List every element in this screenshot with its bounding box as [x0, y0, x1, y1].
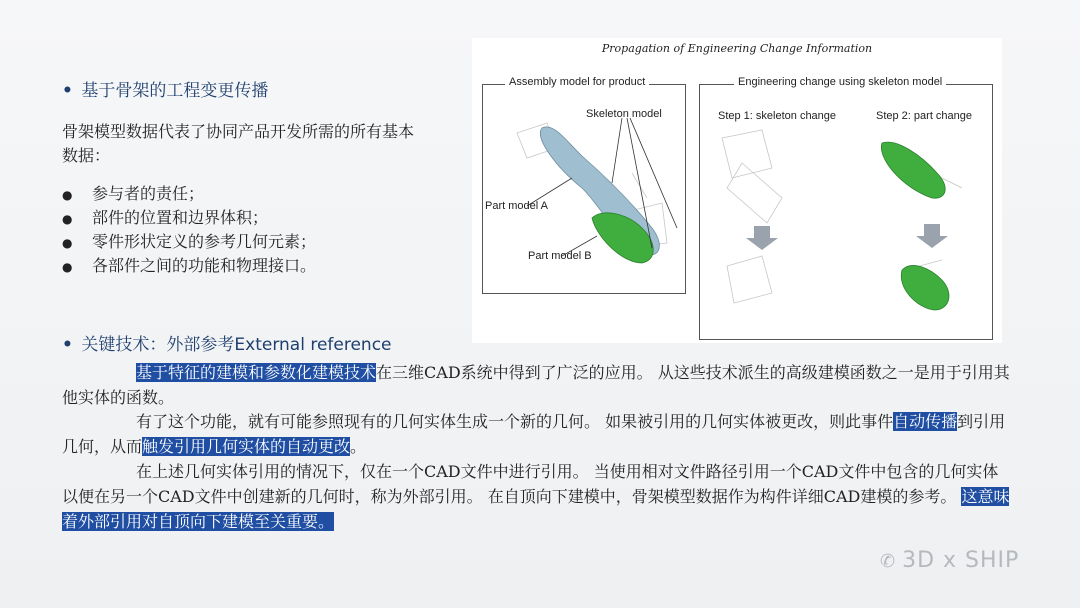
watermark — [880, 548, 1019, 573]
down-arrow-icon — [916, 224, 948, 248]
bullet-dot-icon: ● — [62, 260, 73, 274]
section-heading-skeleton — [62, 76, 268, 101]
step1-label: Step 1: skeleton change — [718, 110, 837, 122]
section-heading-text: 基于骨架的工程变更传播 — [81, 81, 269, 101]
list-item: ● 部件的位置和边界体积； — [62, 206, 316, 230]
list-item: ● 参与者的责任； — [62, 182, 316, 206]
list-item: ● 各部件之间的功能和物理接口。 — [62, 254, 316, 278]
step2-part-shape — [881, 142, 945, 198]
bullet-icon: • — [62, 335, 73, 355]
highlight-text: 这意味着外部引用对自顶向下建模至关重要。 — [62, 487, 1010, 531]
highlight-text: 触发引用几何实体的自动更改 — [142, 437, 351, 456]
bullet-dot-icon: ● — [62, 188, 73, 202]
figure-illustration — [472, 38, 1002, 343]
wechat-icon: ✆ — [880, 551, 897, 572]
engineering-change-figure — [472, 38, 1002, 343]
section-heading-external-ref — [62, 330, 392, 355]
part-model-a-label: Part model A — [485, 200, 548, 212]
assembly-panel-title: Assembly model for product — [505, 76, 649, 88]
skeleton-model-label: Skeleton model — [586, 108, 662, 120]
bullet-dot-icon: ● — [62, 212, 73, 226]
bullet-dot-icon: ● — [62, 236, 73, 250]
list-item: ● 零件形状定义的参考几何元素； — [62, 230, 316, 254]
skeleton-data-list — [62, 182, 316, 278]
paragraph-3: 在上述几何实体引用的情况下，仅在一个CAD文件中进行引用。 当使用相对文件路径引用一个CAD文件中包含的几何实体以便在另一个CAD文件中创建新的几何时，称为外部引用。 在自顶向下建模中，骨架模型数据作为构件详细CAD建模的参考。 这意味着外部引用对自顶向下建模至关重要。 — [62, 462, 1010, 531]
engineering-change-panel-title: Engineering change using skeleton model — [734, 76, 946, 88]
step2-label: Step 2: part change — [876, 110, 973, 122]
paragraph-1: 基于特征的建模和参数化建模技术在三维CAD系统中得到了广泛的应用。 从这些技术派生的高级建模函数之一是用于引用其他实体的函数。 — [62, 363, 1010, 407]
down-arrow-icon — [746, 226, 778, 250]
bullet-icon: • — [62, 81, 73, 101]
part-model-b-label: Part model B — [528, 250, 592, 262]
skeleton-description: 骨架模型数据代表了协同产品开发所需的所有基本数据： — [62, 122, 415, 165]
watermark-text: 3D x SHIP — [902, 548, 1020, 573]
section-heading-text: 关键技术：外部参考External reference — [81, 335, 392, 355]
step2-changed-part-shape — [901, 265, 949, 310]
highlight-text: 自动传播 — [893, 412, 958, 431]
figure-title: Propagation of Engineering Change Information — [601, 42, 873, 55]
paragraph-2: 有了这个功能，就有可能参照现有的几何实体生成一个新的几何。 如果被引用的几何实体被更改，则此事件自动传播到引用几何，从而触发引用几何实体的自动更改。 — [62, 412, 1006, 456]
highlight-text: 基于特征的建模和参数化建模技术 — [136, 363, 377, 382]
